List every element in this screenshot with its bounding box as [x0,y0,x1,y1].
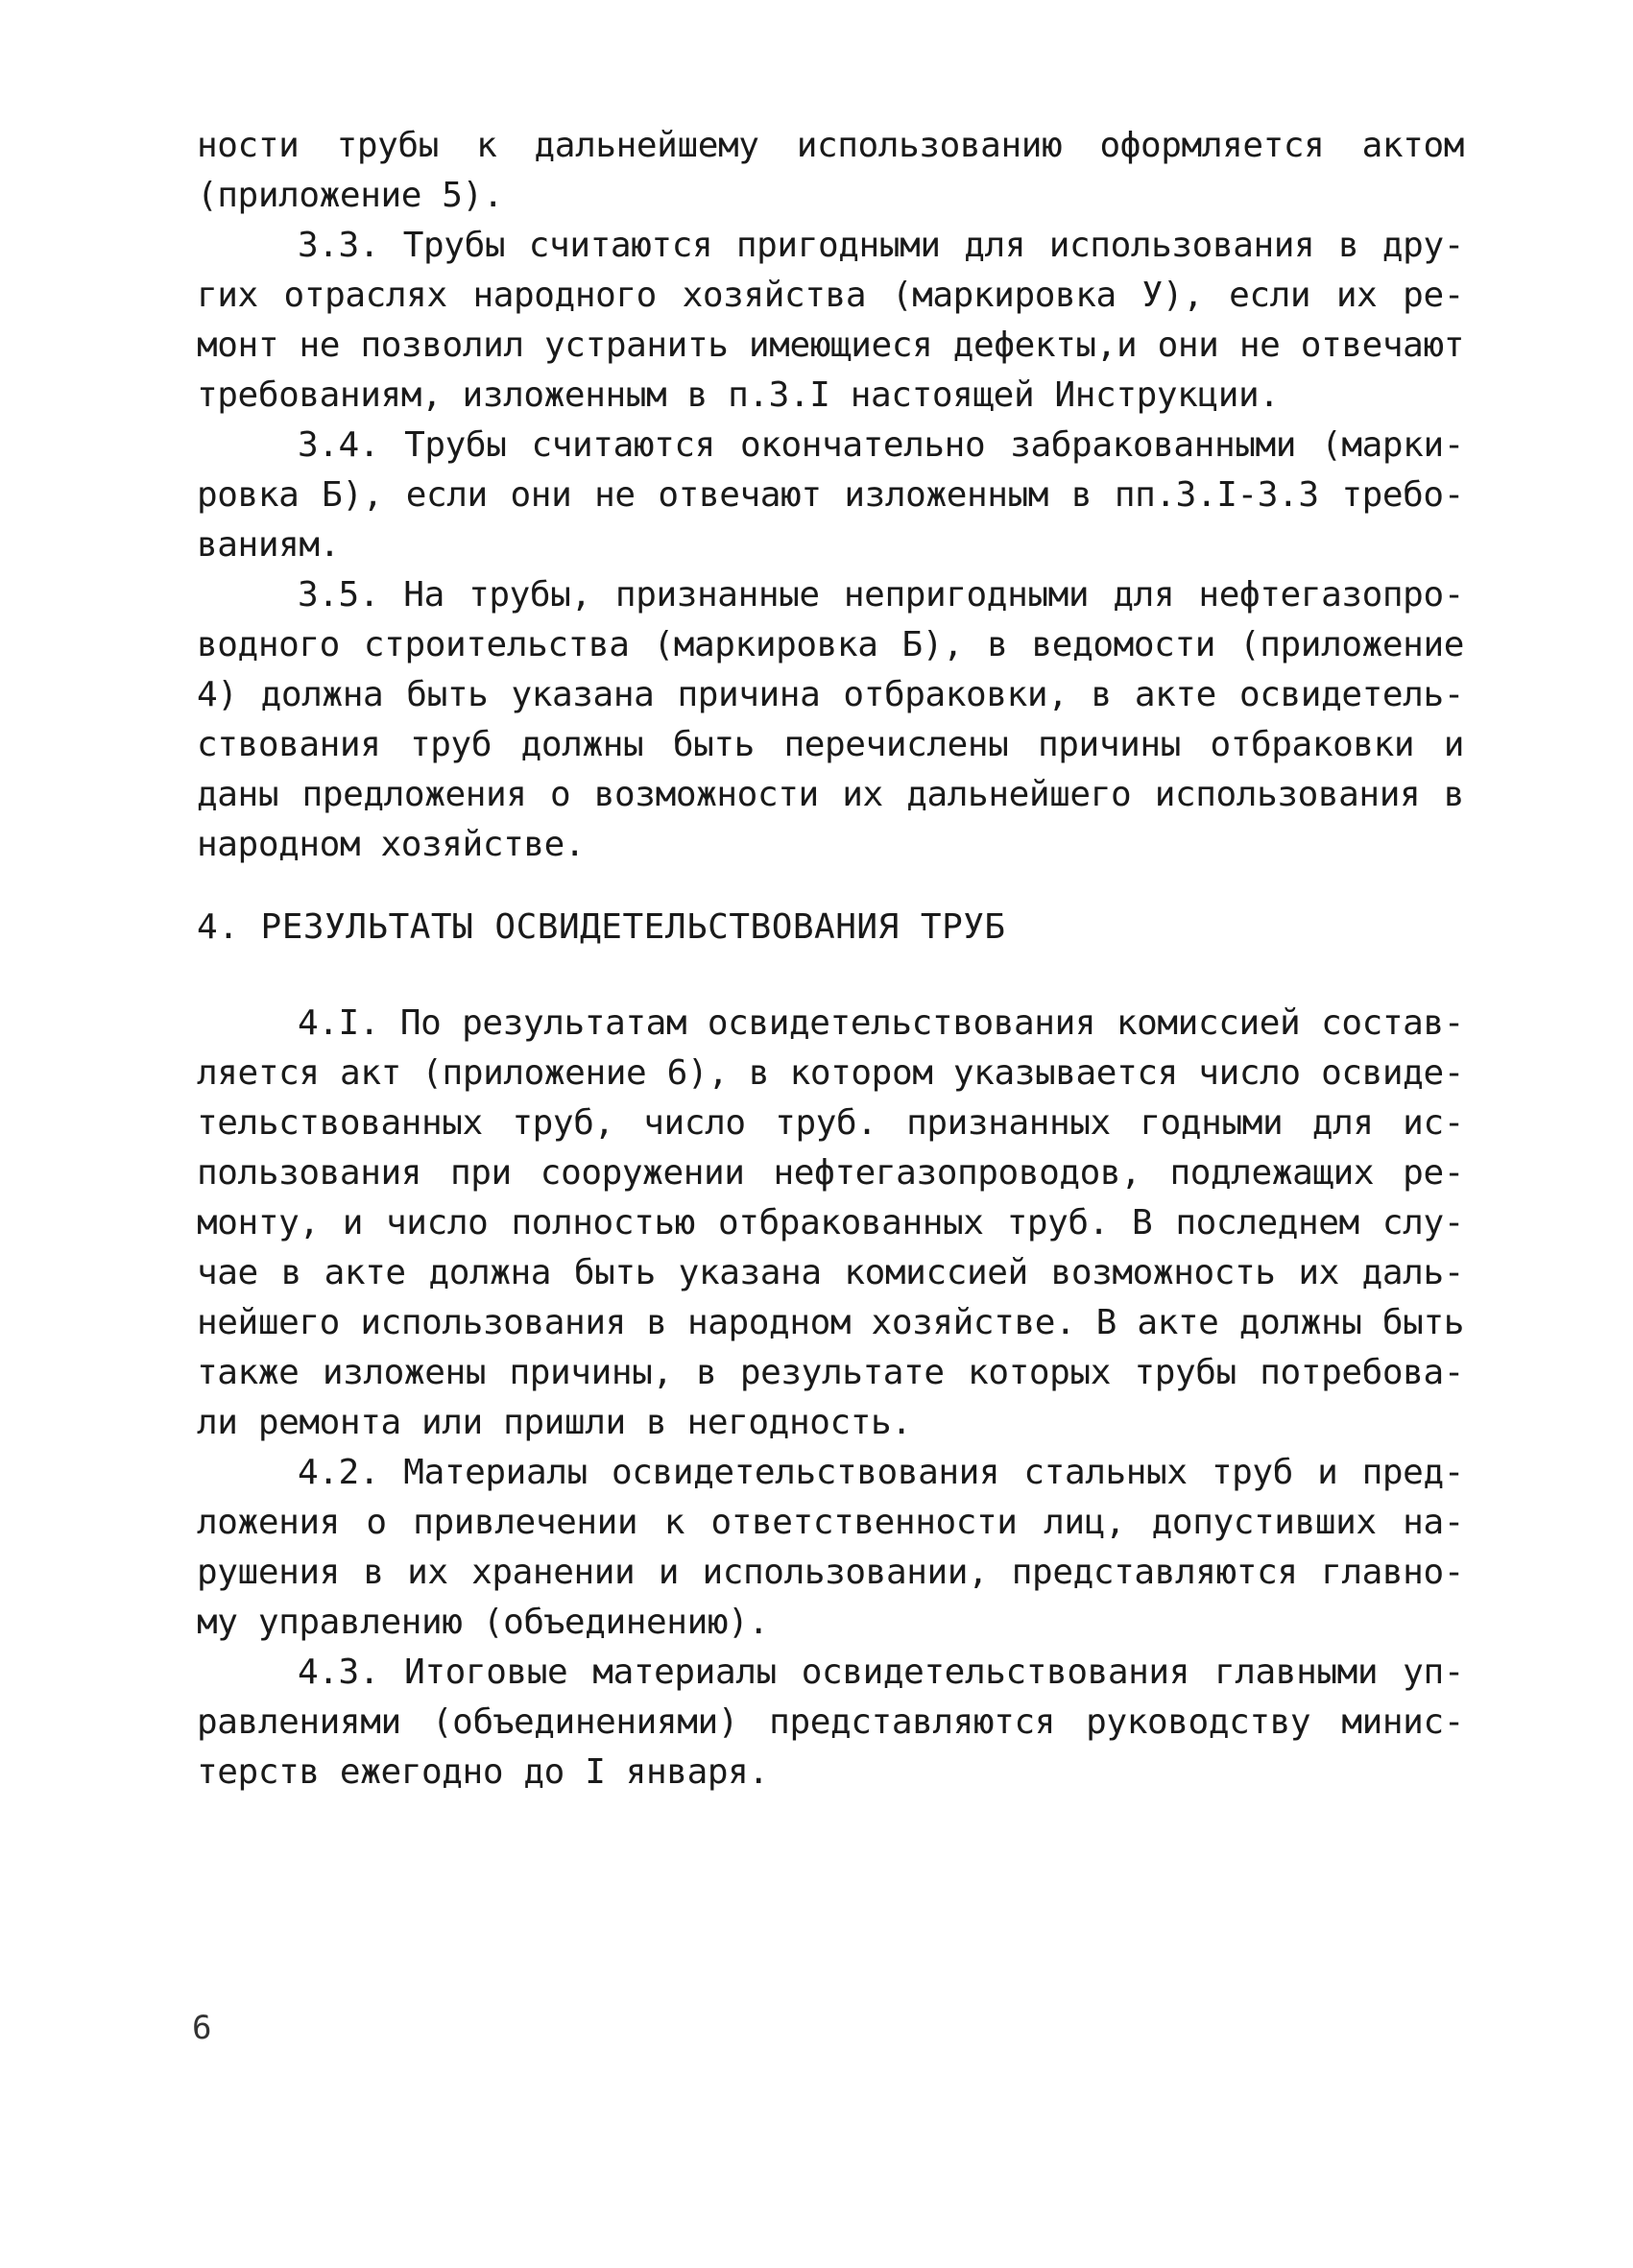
text-line: ложения о привлечении к ответственности лиц, допустивших на- [197,1503,1464,1542]
paragraph-4-1-start: 4.I. По результатам освидетельствования комиссией состав- [298,1003,1464,1043]
text-line: требованиям, изложенным в п.3.I настоящей Инструкции. [197,375,1280,415]
paragraph-4-2-start: 4.2. Материалы освидетельствования стальных труб и пред- [298,1453,1464,1492]
section-4-heading: 4. РЕЗУЛЬТАТЫ ОСВИДЕТЕЛЬСТВОВАНИЯ ТРУБ [197,907,1006,947]
text-line: нейшего использования в народном хозяйстве. В акте должны быть [197,1303,1464,1342]
text-line: 4) должна быть указана причина отбраковки, в акте освидетель- [197,675,1464,714]
text-line: тельствованных труб, число труб. признанных годными для ис- [197,1103,1464,1143]
text-line: ваниям. [197,525,340,565]
text-line: монту, и число полностью отбракованных труб. В последнем слу- [197,1203,1464,1243]
text-line: ровка Б), если они не отвечают изложенным в пп.3.I-3.3 требо- [197,475,1464,515]
text-line: монт не позволил устранить имеющиеся дефекты,и они не отвечают [197,326,1464,365]
text-line: ствования труб должны быть перечислены причины отбраковки и [197,725,1464,764]
text-line: ли ремонта или пришли в негодность. [197,1403,912,1442]
text-line: водного строительства (маркировка Б), в ведомости (приложение [197,625,1464,664]
text-line: пользования при сооружении нефтегазопроводов, подлежащих ре- [197,1153,1464,1193]
text-line: рушения в их хранении и использовании, представляются главно- [197,1553,1464,1592]
paragraph-3-4-start: 3.4. Трубы считаются окончательно забракованными (марки- [298,425,1464,465]
text-line: чае в акте должна быть указана комиссией возможность их даль- [197,1253,1464,1292]
text-line: (приложение 5). [197,176,504,215]
text-line: народном хозяйстве. [197,825,586,864]
text-line: также изложены причины, в результате которых трубы потребова- [197,1353,1464,1392]
text-line: ляется акт (приложение 6), в котором указывается число освиде- [197,1053,1464,1093]
text-line: даны предложения о возможности их дальнейшего использования в [197,775,1464,814]
text-line: гих отраслях народного хозяйства (маркировка У), если их ре- [197,276,1464,315]
page-number: 6 [192,2009,212,2047]
paragraph-4-3-start: 4.3. Итоговые материалы освидетельствования главными уп- [298,1653,1464,1692]
paragraph-3-3-start: 3.3. Трубы считаются пригодными для использования в дру- [298,226,1464,265]
text-line: равлениями (объединениями) представляются руководству минис- [197,1702,1464,1742]
text-line: му управлению (объединению). [197,1603,769,1642]
text-line: ности трубы к дальнейшему использованию оформляется актом [197,126,1464,165]
text-line: терств ежегодно до I января. [197,1752,769,1792]
paragraph-3-5-start: 3.5. На трубы, признанные непригодными для нефтегазопро- [298,575,1464,615]
